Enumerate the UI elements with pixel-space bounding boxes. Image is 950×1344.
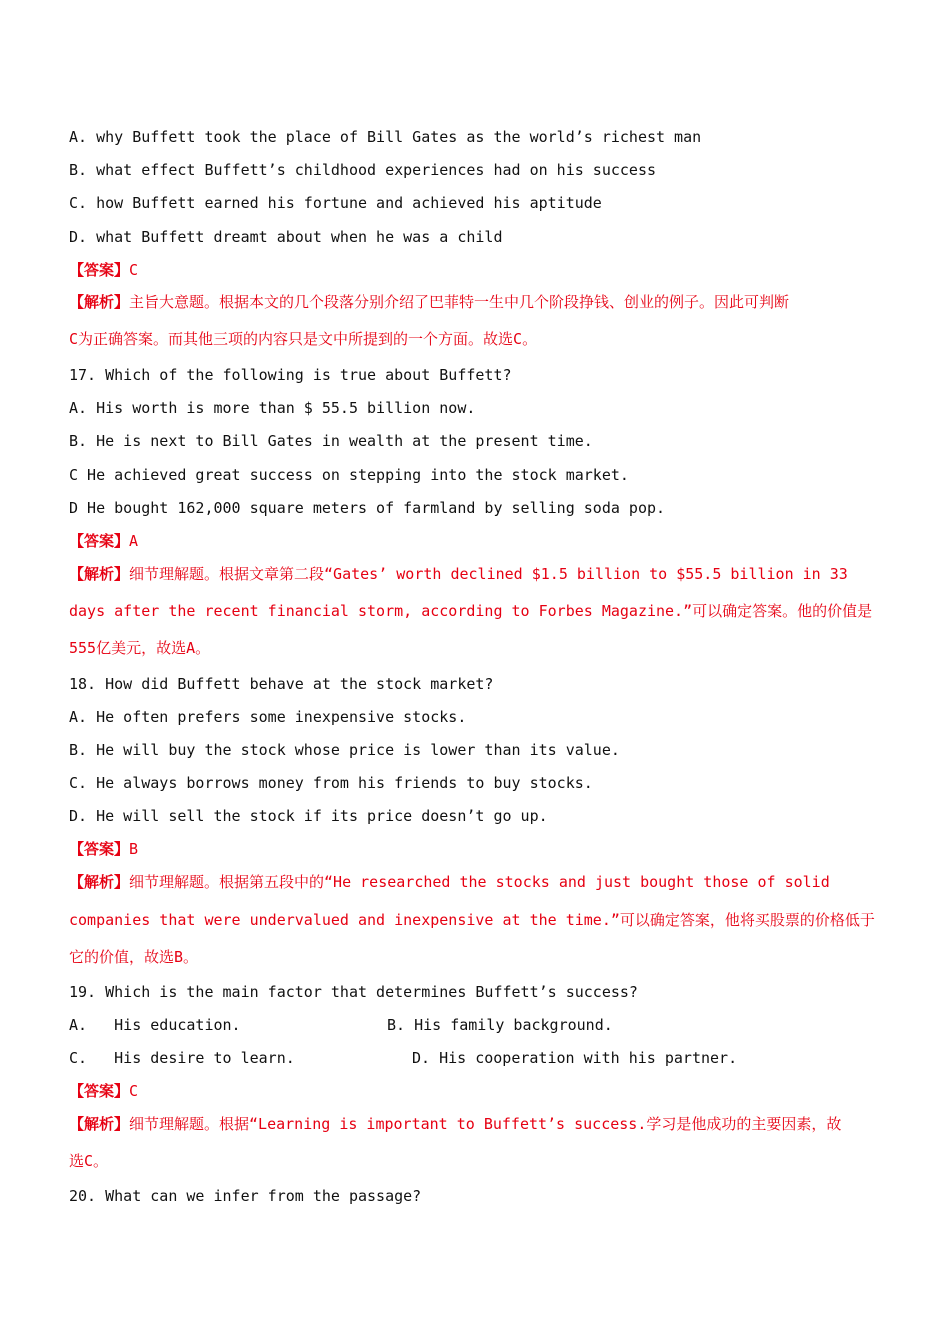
analysis-text: 细节理解题。根据“Learning is important to Buffett’s success.学习是他成功的主要因素，故: [129, 1115, 842, 1133]
q17-question: 17. Which of the following is true about Buffett?: [69, 366, 512, 384]
q20-question: 20. What can we infer from the passage?: [69, 1187, 422, 1205]
q16-answer: [69, 260, 138, 280]
q18-analysis-line3: 它的价值，故选B。: [69, 948, 199, 966]
analysis-text: 细节理解题。根据文章第二段“Gates’ worth declined $1.5 billion to $55.5 billion in 33: [129, 565, 848, 583]
q19-option-b: B. His family background.: [387, 1016, 613, 1034]
q17-answer: [69, 531, 138, 551]
q17-option-d: D He bought 162,000 square meters of farmland by selling soda pop.: [69, 499, 666, 517]
answer-value: B: [129, 840, 139, 858]
q16-analysis-line1: [69, 292, 789, 312]
q19-answer: [69, 1081, 138, 1101]
q17-option-c: C He achieved great success on stepping into the stock market.: [69, 466, 629, 484]
analysis-label: 【解析】: [69, 293, 130, 311]
answer-label: 【答案】: [69, 1082, 130, 1100]
q18-option-d: D. He will sell the stock if its price doesn’t go up.: [69, 807, 548, 825]
q19-analysis-line1: [69, 1114, 841, 1134]
q16-option-a: A. why Buffett took the place of Bill Gates as the world’s richest man: [69, 128, 702, 146]
q17-analysis-line3: 555亿美元，故选A。: [69, 639, 211, 657]
q17-option-b: B. He is next to Bill Gates in wealth at the present time.: [69, 432, 593, 450]
answer-value: C: [129, 261, 139, 279]
analysis-label: 【解析】: [69, 1115, 130, 1133]
q19-analysis-line2: 选C。: [69, 1152, 109, 1170]
analysis-text: 主旨大意题。根据本文的几个段落分别介绍了巴菲特一生中几个阶段挣钱、创业的例子。因此可判断: [129, 293, 790, 311]
q16-analysis-line2: C为正确答案。而其他三项的内容只是文中所提到的一个方面。故选C。: [69, 330, 538, 348]
q18-answer: [69, 839, 138, 859]
q18-option-c: C. He always borrows money from his friends to buy stocks.: [69, 774, 593, 792]
q19-option-c: C. His desire to learn.: [69, 1049, 295, 1067]
q17-analysis-line1: [69, 564, 848, 584]
answer-value: C: [129, 1082, 139, 1100]
q18-question: 18. How did Buffett behave at the stock market?: [69, 675, 494, 693]
analysis-text: 细节理解题。根据第五段中的“He researched the stocks and just bought those of solid: [129, 873, 830, 891]
answer-label: 【答案】: [69, 840, 130, 858]
q16-option-d: D. what Buffett dreamt about when he was a child: [69, 228, 503, 246]
q18-option-a: A. He often prefers some inexpensive stocks.: [69, 708, 467, 726]
q17-analysis-line2: days after the recent financial storm, according to Forbes Magazine.”可以确定答案。他的价值是: [69, 602, 873, 620]
q16-option-c: C. how Buffett earned his fortune and achieved his aptitude: [69, 194, 602, 212]
answer-value: A: [129, 532, 139, 550]
q16-option-b: B. what effect Buffett’s childhood experiences had on his success: [69, 161, 656, 179]
answer-label: 【答案】: [69, 261, 130, 279]
q19-option-a: A. His education.: [69, 1016, 241, 1034]
q18-analysis-line2: companies that were undervalued and inexpensive at the time.”可以确定答案，他将买股票的价格低于: [69, 911, 875, 929]
q18-option-b: B. He will buy the stock whose price is lower than its value.: [69, 741, 620, 759]
analysis-label: 【解析】: [69, 873, 130, 891]
q17-option-a: A. His worth is more than $ 55.5 billion now.: [69, 399, 476, 417]
answer-label: 【答案】: [69, 532, 130, 550]
q19-option-d: D. His cooperation with his partner.: [412, 1049, 738, 1067]
analysis-label: 【解析】: [69, 565, 130, 583]
q19-question: 19. Which is the main factor that determines Buffett’s success?: [69, 983, 638, 1001]
q18-analysis-line1: [69, 872, 830, 892]
